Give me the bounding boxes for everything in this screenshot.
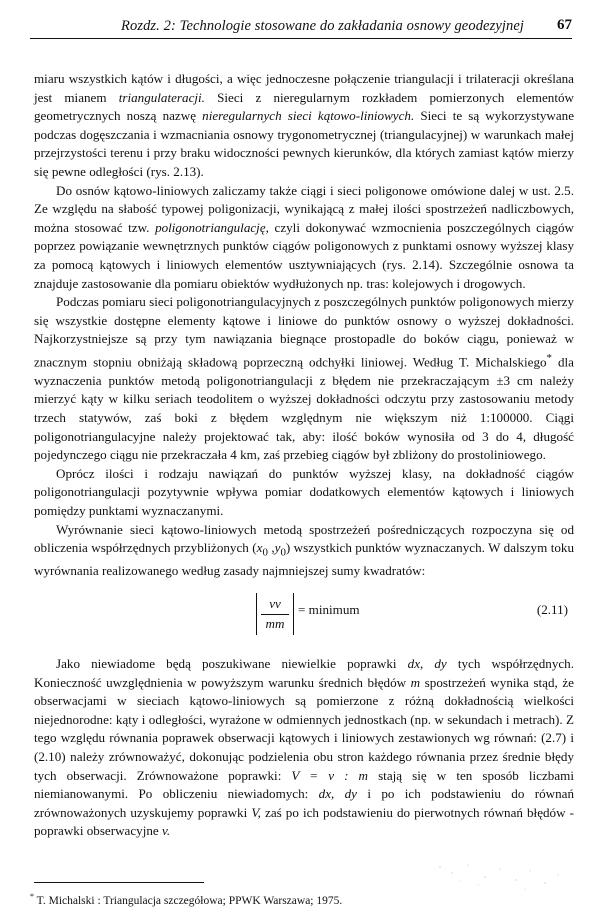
- body-text: [34, 70, 574, 841]
- footnote-marker: *: [546, 351, 552, 364]
- footnote-rule: [34, 882, 204, 883]
- paragraph-5: Wyrównanie sieci kątowo-liniowych metodą spostrzeżeń pośredniczących rozpoczyna się od obliczenia współrzędnych przybliżonych ($x_0$ $,y_0$) wszystkich punktów wyznaczanych. W dalszym toku wyrównania realizowanego według zasady najmniejszej sumy kwadratów:: [34, 521, 575, 579]
- paragraph-6: Jako niewiadome będą poszukiwane niewielkie poprawki dx, dy tych współrzędnych. Konieczność uwzględnienia w powyższym warunku średnich błędów m spostrzeżeń wynika stąd, że obserwacjami w sieciach kątowo-liniowych są pomierzone z różną dokładnością wielkości niejednorodne: kąty i odległości, wyrażone w odmiennych jednostkach (np. w sekundach i metrach). Z tego względu równania poprawek obserwacji kątowych i liniowych zestawionych wg równań: (2.7) i (2.10) należy zrównoważyć, dokonując podzielenia obu stron każdego równania przez średnie błędy tych obserwacji. Zrównoważone poprawki: V = v : m stają się w ten sposób liczbami niemianowanymi. Po obliczeniu niewiadomych: dx, dy i po ich podstawieniu do równań zrównoważonych uzyskujemy poprawki V, zaś po ich podstawieniu do pierwotnych równań błędów - poprawki obserwacyjne v.: [34, 656, 575, 839]
- page-number: 67: [557, 17, 572, 33]
- paragraph-3: Podczas pomiaru sieci poligonotriangulacyjnych z poszczególnych punktów poligonowych mierzy się wszystkie dostępne elementy kątowe i liniowe do punktów osnowy o wyższej dokładności. Najkorzystniejsze są przy tym nawiązania biegnące prostopadle do boków ciągu, ponieważ w znacznym stopniu obniżają składową poprzeczną odchyłki liniowej. Według T. Michalskiego* dla wyznaczenia punktów metodą poligonotriangulacji z błędem nie przekraczającym ±3 cm należy mierzyć kąty w kilku seriach teodolitem o wyższej dokładności odczytu przy zastosowaniu metody trzech statywów, zaś boki z błędem względnym nie większym niż 1:100000. Ciągi poligonotriangulacyjne należy projektować tak, aby: ilość boków wynosiła od 3 do 4, długość pojedynczego ciągu nie przekraczała 4 km, zaś przebieg ciągów był zbliżony do prostoliniowego.: [34, 294, 574, 463]
- footnote-text: T. Michalski : Triangulacja szczegółowa; PPWK Warszawa; 1975.: [34, 895, 343, 907]
- equation-bracket-fraction: [256, 593, 294, 635]
- footnote-marker-bottom: *: [30, 892, 34, 901]
- equation-number: (2.11): [536, 602, 568, 617]
- equation-denominator: mm: [265, 616, 285, 631]
- paragraph-1: miaru wszystkich kątów i długości, a więc jednoczesne połączenie triangulacji i trilateracji określana jest mianem triangulateracji. Sieci z nieregularnym rozkładem pomierzonych elementów geometrycznych noszą nazwę nieregularnych sieci kątowo-liniowych. Sieci te są wykorzystywane podczas dogęszczania i wzmacniania osnowy trygonometrycznej (triangulacyjnej) w warunkach małej przejrzystości terenu i przy braku widoczności pewnych kierunków, dla których zamiast kątów mierzy się pewne odległości (rys. 2.13).: [34, 71, 575, 179]
- running-title: Rozdz. 2: Technologie stosowane do zakładania osnowy geodezyjnej: [121, 18, 524, 34]
- equation-2-11: [34, 589, 574, 649]
- scan-smudge: [430, 855, 570, 895]
- running-header: [30, 14, 572, 39]
- equation-numerator: vv: [269, 596, 281, 611]
- paragraph-2: Do osnów kątowo-liniowych zaliczamy także ciągi i sieci poligonowe omówione dalej w ust. 2.5. Ze względu na słabość typowej poligonizacji, wynikającą z małej ilości spostrzeżeń nadliczbowych, można stosować tzw. poligonotriangulację, czyli dokonywać wzmocnienia poszczególnych ciągów poprzez powiązanie wewnętrznych punktów ciągów poligonowych z punktami osnowy wyższej klasy za pomocą kątowych i liniowych elementów usztywniających (rys. 2.14). Szczególnie osnowa ta znajduje zastosowanie dla pomiaru obiektów wydłużonych np. tras: kolejowych i drogowych.: [34, 182, 574, 291]
- equation-rhs: = minimum: [298, 602, 360, 617]
- footnote: [30, 892, 342, 907]
- paragraph-4: Oprócz ilości i rodzaju nawiązań do punktów wyższej klasy, na dokładność ciągów poligonotriangulacji pozytywnie wpływa pomiar dodatkowych elementów kątowych i liniowych pomiędzy punktami wyznaczanymi.: [34, 465, 574, 519]
